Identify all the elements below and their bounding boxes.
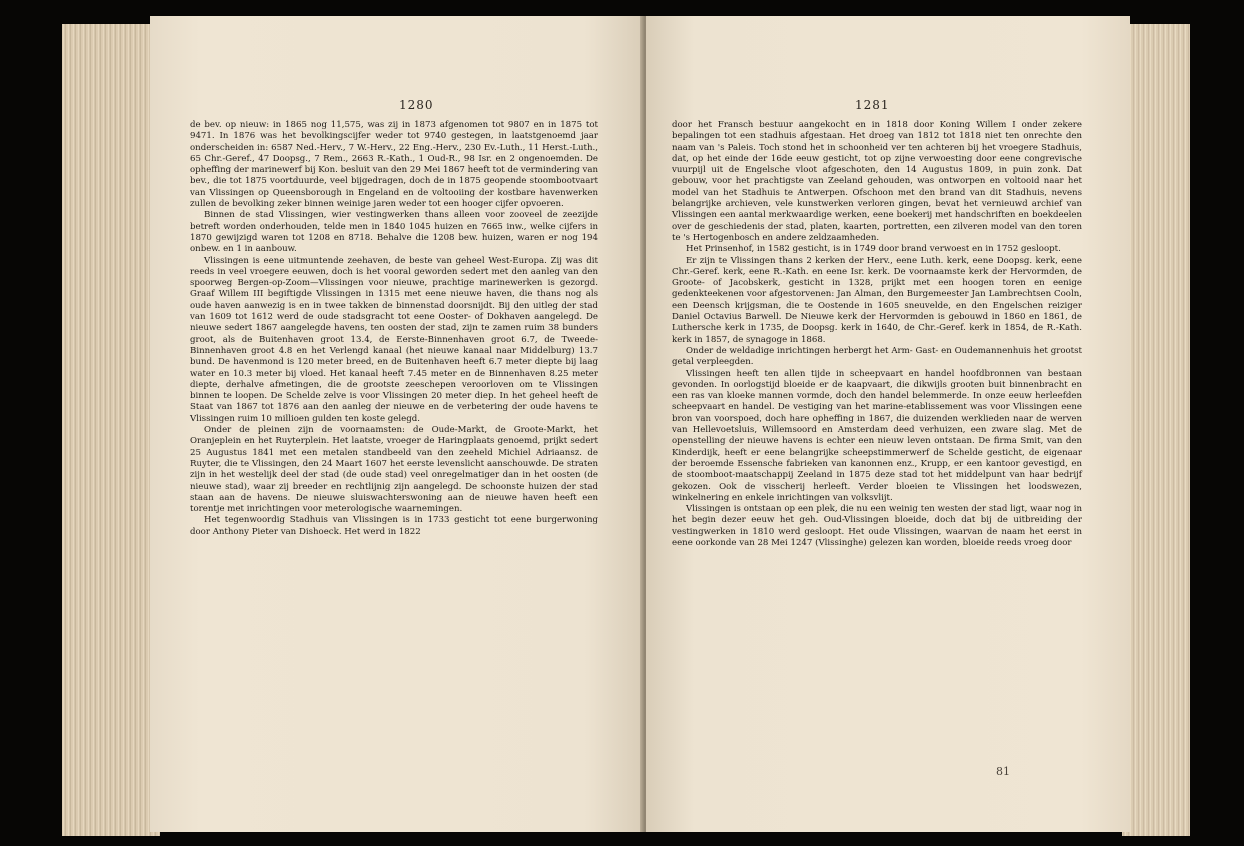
page-number: 1281: [855, 98, 890, 112]
paragraph: Vlissingen heeft ten allen tijde in scheepvaart en handel hoofdbronnen van bestaan gevonden. In oorlogstijd bloeide er de kaapvaart, die dikwijls grooten buit binnenbracht en een ras van kloeke mannen vormde, doch den handel belemmerde. In onze eeuw herleefden scheepvaart en handel. De vestiging van het marine-etablissement was voor Vlissingen eene bron van voorspoed, doch hare opheffing in 1867, die duizenden werklieden naar de werven van Hellevoetsluis, Willemsoord en Amsterdam deed verhuizen, een zware slag. Met de openstelling der nieuwe havens is echter een nieuw leven ontstaan. De firma Smit, van den Kinderdijk, heeft er eene belangrijke scheepstimmerwerf de Schelde gesticht, de eigenaar der beroemde Essensche fabrieken van kanonnen enz., Krupp, er een kantoor gevestigd, en de stoomboot-maatschappij Zeeland in 1875 deze stad tot het middelpunt van haar bedrijf gekozen. Ook de visscherij herleeft. Verder bloeien te Vlissingen het loodswezen, winkelnering en enkele inrichtingen van volksvlijt.: [672, 368, 1082, 503]
left-page-edges: [62, 24, 160, 836]
paragraph: Onder de pleinen zijn de voornaamsten: de Oude-Markt, de Groote-Markt, het Oranjeplein en het Ruyterplein. Het laatste, vroeger de Haringplaats genoemd, prijkt sedert 25 Augustus 1841 met een metalen standbeeld van den zeeheld Michiel Adriaansz. de Ruyter, die te Vlissingen, den 24 Maart 1607 het eerste levenslicht aanschouwde. De straten zijn in het westelijk deel der stad (de oude stad) veel onregelmatiger dan in het oosten (de nieuwe stad), waar zij breeder en rechtlijnig zijn aangelegd. De schoonste huizen der stad staan aan de havens. De nieuwe sluiswachterswoning aan de nieuwe haven heeft een torentje met inrichtingen voor meterologische waarnemingen.: [190, 425, 598, 515]
signature-mark: 81: [996, 765, 1010, 778]
body-text: [190, 120, 598, 538]
right-page: [646, 16, 1130, 832]
paragraph: door het Fransch bestuur aangekocht en in 1818 door Koning Willem I onder zekere bepalingen tot een stadhuis afgestaan. Het droeg van 1812 tot 1818 niet ten onrechte den naam van 's Paleis. Toch stond het in schoonheid ver ten achteren bij het vroegere Stadhuis, dat, op het einde der 16de eeuw gesticht, tot op zijne verwoesting door eene congrevische vuurpijl uit de Engelsche vloot afgeschoten, den 14 Augustus 1809, in puin zonk. Dat gebouw, voor het prachtigste van Zeeland gehouden, was ontworpen en voltooid naar het model van het Stadhuis te Antwerpen. Ofschoon met den brand van dit Stadhuis, nevens belangrijke archieven, vele kunstwerken verloren gingen, bevat het vernieuwd archief van Vlissingen een aantal merkwaardige werken, eene boekerij met handschriften en boekdeelen over de geschiedenis der stad, platen, kaarten, portretten, een zilveren model van den toren te 's Hertogenbosch en andere zeldzaamheden.: [672, 120, 1082, 243]
paragraph: Er zijn te Vlissingen thans 2 kerken der Herv., eene Luth. kerk, eene Doopsg. kerk, eene Chr.-Geref. kerk, eene R.-Kath. en eene Isr. kerk. De voornaamste kerk der Hervormden, de Groote- of Jacobskerk, gesticht in 1328, prijkt met een hoogen toren en eenige gedenkteekenen voor afgestorvenen: Jan Alman, den Burgemeester Jan Lambrechtsen Cooln, een Deensch krijgsman, die te Oostende in 1605 sneuvelde, en den Engelschen reiziger Daniel Octavius Barwell. De Nieuwe kerk der Hervormden is gebouwd in 1860 en 1861, de Luthersche kerk in 1735, de Doopsg. kerk in 1640, de Chr.-Geref. kerk in 1854, de R.-Kath. kerk in 1857, de synagoge in 1868.: [672, 255, 1082, 345]
paragraph: Binnen de stad Vlissingen, wier vestingwerken thans alleen voor zooveel de zeezijde betreft worden onderhouden, telde men in 1840 1045 huizen en 7665 inw., welke cijfers in 1870 gewijzigd waren tot 1208 en 8718. Behalve die 1208 bew. huizen, waren er nog 194 onbew. en 1 in aanbouw.: [190, 210, 598, 255]
paragraph: Het Prinsenhof, in 1582 gesticht, is in 1749 door brand verwoest en in 1752 gesloopt.: [686, 244, 1061, 255]
paragraph: Onder de weldadige inrichtingen herbergt het Arm- Gast- en Oudemannenhuis het grootst getal verpleegden.: [672, 345, 1082, 368]
paragraph: Het tegenwoordig Stadhuis van Vlissingen is in 1733 gesticht tot eene burgerwoning door Anthony Pieter van Dishoeck. Het werd in 1822: [190, 515, 598, 537]
body-text: [672, 120, 1082, 549]
paragraph: Vlissingen is eene uitmuntende zeehaven, de beste van geheel West-Europa. Zij was dit reeds in veel vroegere eeuwen, doch is het vooral geworden sedert met den aanleg van den spoorweg Bergen-op-Zoom—Vlissingen voor nieuwe, prachtige marinewerken is gezorgd. Graaf Willem III begiftigde Vlissingen in 1315 met eene nieuwe haven, die thans nog als oude haven aanwezig is en in twee takken de binnenstad doorsnijdt. Bij den uitleg der stad van 1609 tot 1612 werd de oude stadsgracht tot eene Ooster- of Dokhaven aangelegd. De nieuwe sedert 1867 aangelegde havens, ten oosten der stad, zijn te zamen ruim 38 bunders groot, als de Buitenhaven groot 13.4, de Eerste-Binnenhaven groot 6.7, de Tweede-Binnenhaven groot 4.8 en het Verlengd kanaal (het nieuwe kanaal naar Middelburg) 13.7 bund. De havenmond is 120 meter breed, en de Buitenhaven heeft 6.7 meter diepte bij laag water en 10.3 meter bij vloed. Het kanaal heeft 7.45 meter en de Binnenhaven 8.25 meter diepte, derhalve afmetingen, die de grootste zeeschepen veroorloven om te Vlissingen binnen te loopen. De Schelde zelve is voor Vlissingen 20 meter diep. In het geheel heeft de Staat van 1867 tot 1876 aan den aanleg der nieuwe en de verbetering der oude havens te Vlissingen ruim 10 millioen gulden ten koste gelegd.: [190, 255, 598, 424]
paragraph: Vlissingen is ontstaan op een plek, die nu een weinig ten westen der stad ligt, waar nog in het begin dezer eeuw het geh. Oud-Vlissingen bloeide, doch dat bij de uitbreiding der vestingwerken in 1810 werd gesloopt. Het oude Vlissingen, waarvan de naam het eerst in eene oorkonde van 28 Mei 1247 (Vlissinghe) gelezen kan worden, bloeide reeds vroeg door: [672, 504, 1082, 548]
page-number: 1280: [399, 98, 434, 112]
left-page: [150, 16, 644, 832]
paragraph: de bev. op nieuw: in 1865 nog 11,575, was zij in 1873 afgenomen tot 9807 en in 1875 tot 9471. In 1876 was het bevolkingscijfer weder tot 9740 gestegen, in laatstgenoemd jaar onderscheiden in: 6587 Ned.-Herv., 7 W.-Herv., 22 Eng.-Herv., 230 Ev.-Luth., 11 Herst.-Luth., 65 Chr.-Geref., 47 Doopsg., 7 Rem., 2663 R.-Kath., 1 Oud-R., 98 Isr. en 2 ongenoemden. De opheffing der marinewerf bij Kon. besluit van den 29 Mei 1867 heeft tot de vermindering van bev., die tot 1875 voortduurde, veel bijgedragen, doch de in 1875 geopende stoombootvaart van Vlissingen op Queensborough in Engeland en de voltooiing der kostbare havenwerken zullen de bevolking zeker binnen weinige jaren weder tot een hooger cijfer opvoeren.: [190, 120, 598, 210]
right-page-edges: [1122, 24, 1190, 836]
